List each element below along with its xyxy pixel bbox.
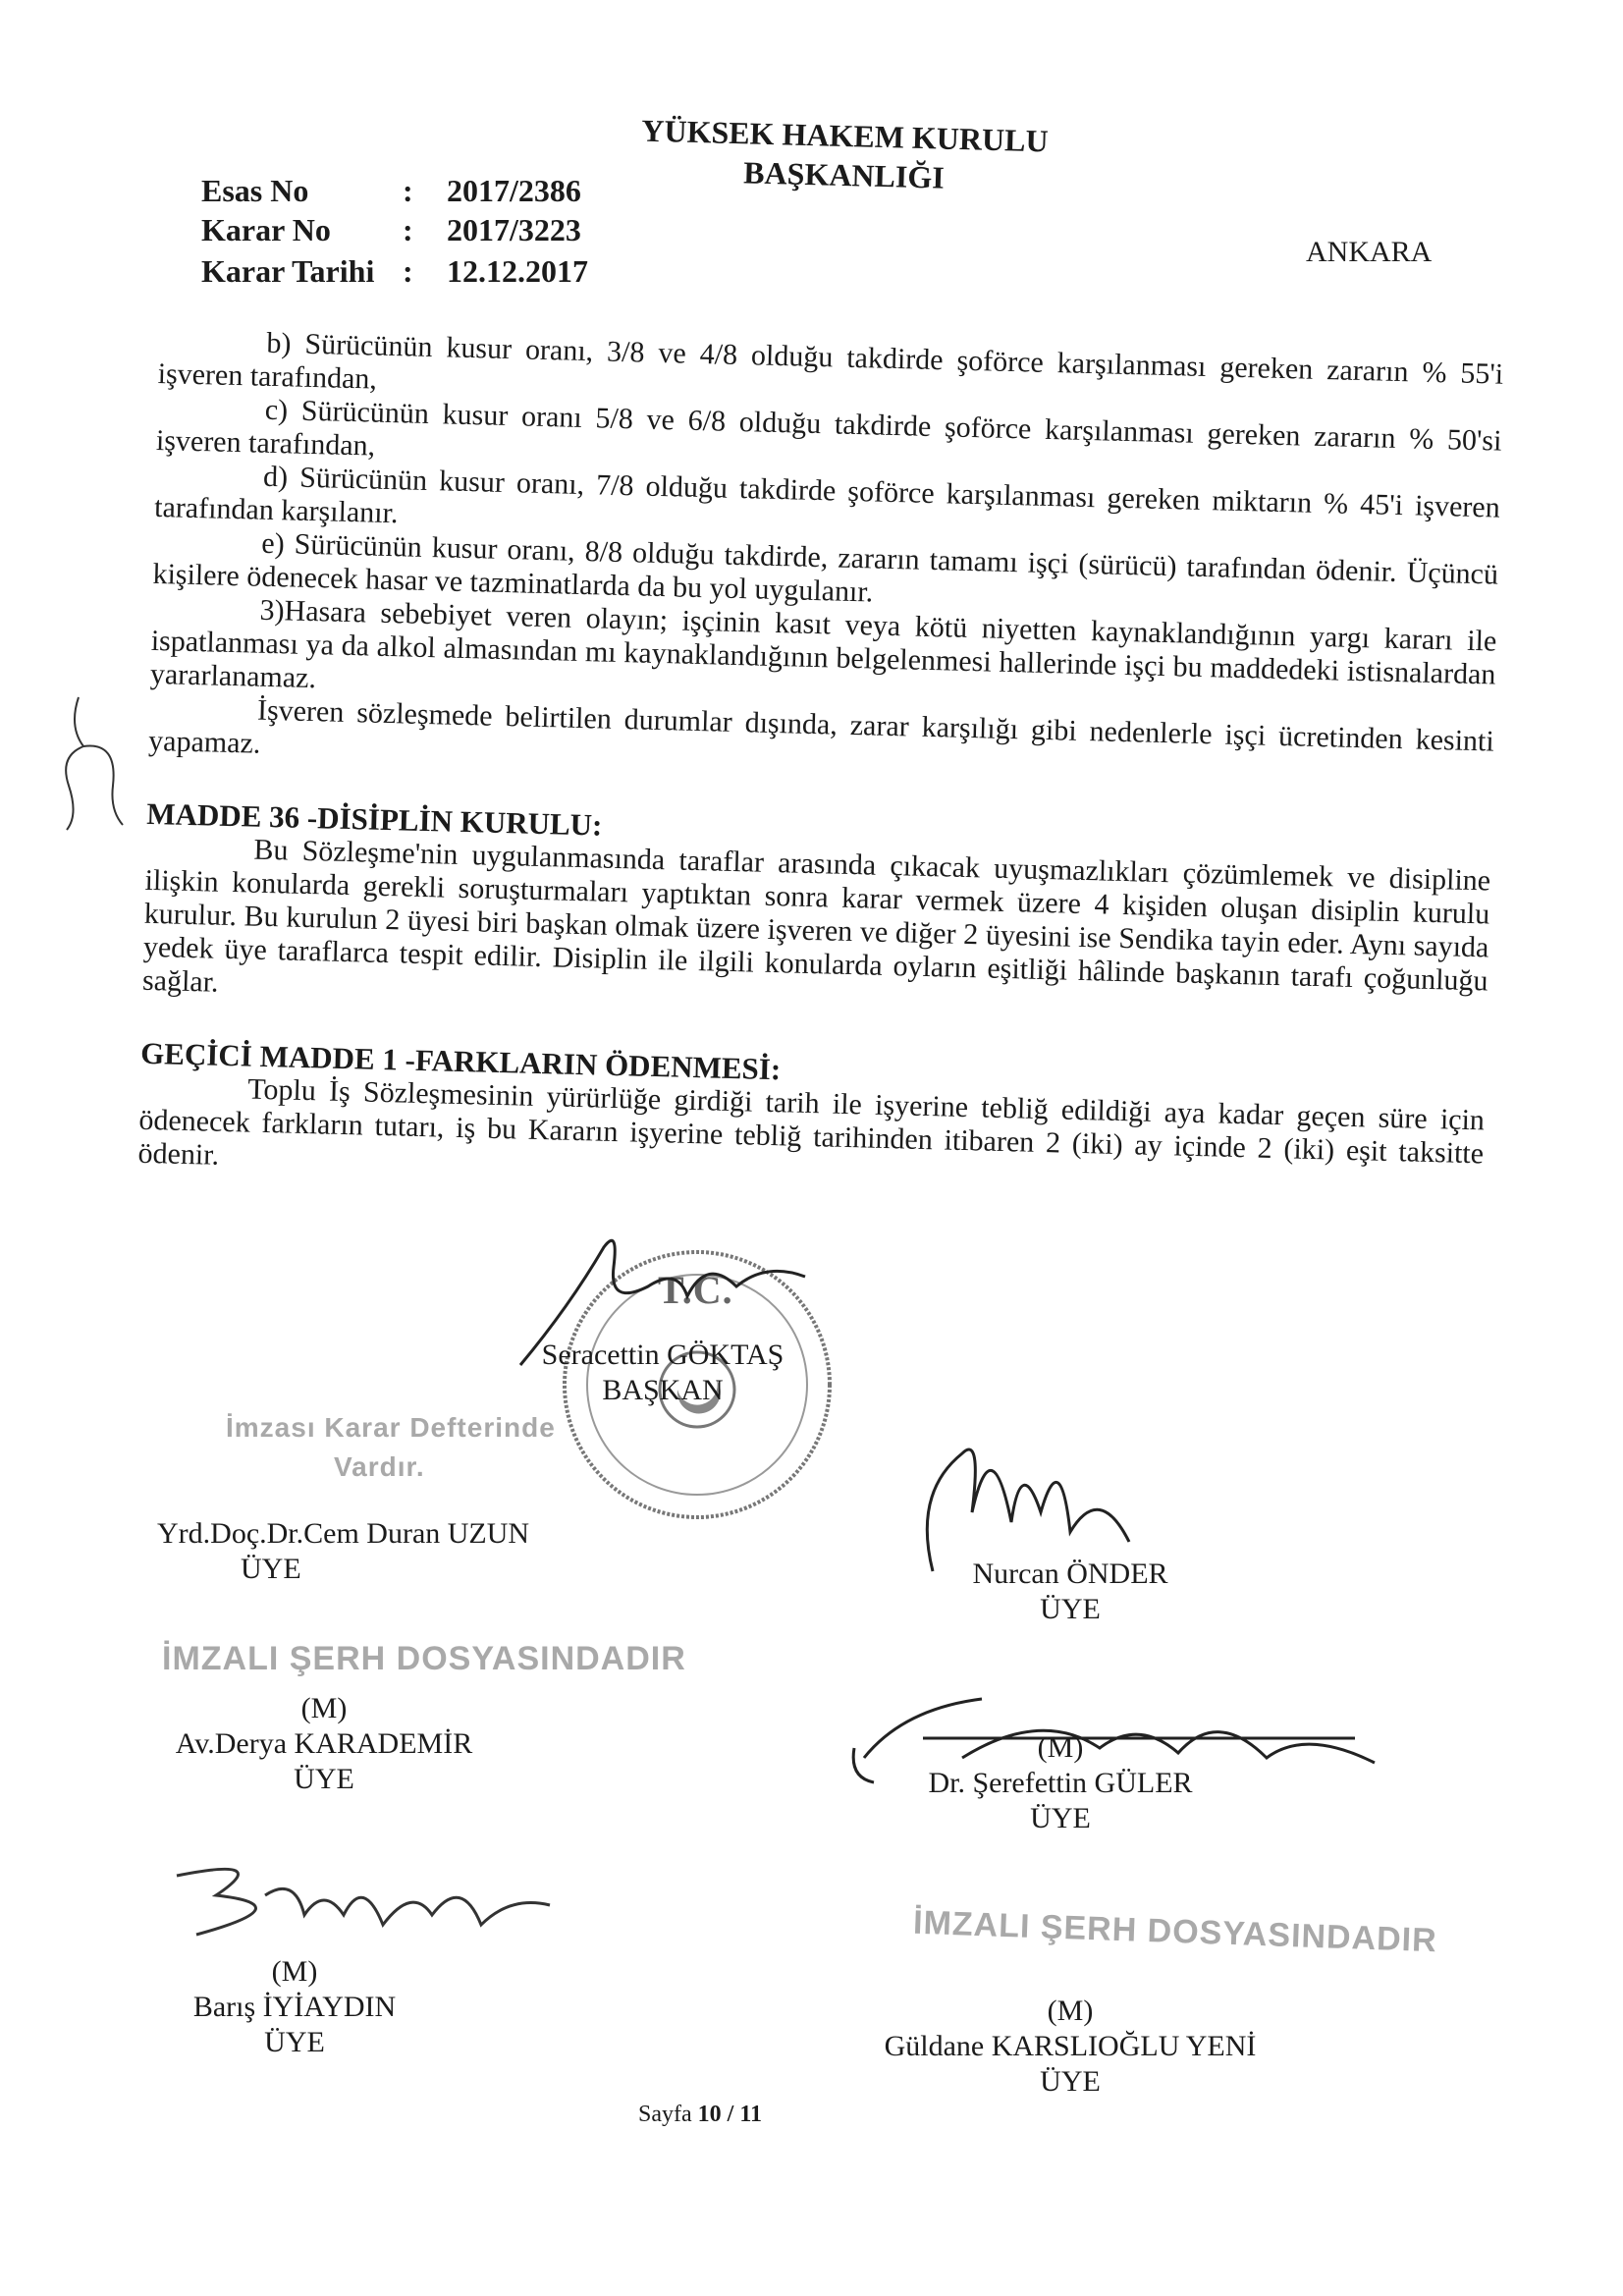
karar-no-row bbox=[201, 212, 581, 248]
karar-no-label: Karar No bbox=[201, 212, 331, 247]
esas-no-row bbox=[201, 173, 581, 209]
paragraph-3: 3)Hasara sebebiyet veren olayın; işçinin kasıt veya kötü niyetten kaynaklandığının yargı kararı ile ispatlanması ya da alkol almasından mı kaynaklandığının belgelenmesi hallerinde işçi bu maddedeki istisnalardan yararlanamaz. bbox=[149, 593, 1497, 695]
member-uzun-block bbox=[157, 1516, 589, 1587]
seal-top-text: T.C. bbox=[658, 1268, 733, 1312]
karar-no-value: 2017/3223 bbox=[447, 212, 581, 247]
serh-stamp-right: İMZALI ŞERH DOSYASINDADIR bbox=[912, 1903, 1438, 1960]
member-guler-block bbox=[884, 1730, 1237, 1836]
member-guler-role: ÜYE bbox=[1030, 1802, 1091, 1834]
member-yeni-block bbox=[844, 1994, 1296, 2100]
paragraph-isveren: İşveren sözleşmede belirtilen durumlar dışında, zarar karşılığı gibi nedenlerle işçi ücretinden kesinti yapamaz. bbox=[147, 693, 1495, 760]
page-number-label: Sayfa bbox=[638, 2102, 692, 2127]
document-header bbox=[568, 109, 1120, 202]
member-karademir-role: ÜYE bbox=[294, 1763, 354, 1795]
member-iyiaydin-mark: (M) bbox=[271, 1955, 318, 1988]
member-karademir-name: Av.Derya KARADEMİR bbox=[175, 1727, 473, 1760]
paragraph-b: b) Sürücünün kusur oranı, 3/8 ve 4/8 olduğu takdirde şoförce karşılanması gereken zararın % 55'i işveren tarafından, bbox=[157, 326, 1504, 396]
karar-defteri-stamp-line1: İmzası Karar Defterinde bbox=[226, 1412, 556, 1443]
member-karademir-block bbox=[147, 1691, 501, 1797]
karar-tarihi-separator: : bbox=[403, 253, 413, 289]
paragraph-e: e) Sürücünün kusur oranı, 8/8 olduğu takdirde, zararın tamamı işçi (sürücü) tarafından ödenir. Üçüncü kişilere ödenecek hasar ve tazminatlarda da bu yol uygulanır. bbox=[152, 526, 1499, 609]
member-iyiaydin-block bbox=[147, 1954, 442, 2060]
header-title-line2: BAŞKANLIĞI bbox=[742, 154, 946, 195]
karar-no-separator: : bbox=[403, 212, 413, 247]
city-label: ANKARA bbox=[1306, 236, 1433, 268]
member-iyiaydin-role: ÜYE bbox=[264, 2026, 325, 2058]
member-iyiaydin-signature bbox=[157, 1836, 569, 1964]
karar-tarihi-row bbox=[201, 253, 588, 290]
serh-stamp-left: İMZALI ŞERH DOSYASINDADIR bbox=[162, 1640, 686, 1677]
member-guler-name: Dr. Şerefettin GÜLER bbox=[928, 1767, 1193, 1799]
president-block bbox=[501, 1338, 825, 1408]
karar-tarihi-value: 12.12.2017 bbox=[447, 253, 588, 289]
karar-tarihi-label: Karar Tarihi bbox=[201, 253, 375, 289]
karar-defteri-stamp-line2: Vardır. bbox=[334, 1451, 425, 1482]
esas-no-label: Esas No bbox=[201, 173, 309, 208]
margin-initial-mark bbox=[39, 687, 128, 835]
member-karademir-mark: (M) bbox=[300, 1692, 348, 1724]
paragraph-c: c) Sürücünün kusur oranı 5/8 ve 6/8 olduğu takdirde şoförce karşılanması gereken zararın % 50'si işveren tarafından, bbox=[155, 393, 1502, 463]
madde36-heading: MADDE 36 -DİSİPLİN KURULU: bbox=[145, 795, 603, 843]
member-guler-mark: (M) bbox=[1037, 1731, 1084, 1764]
president-role: BAŞKAN bbox=[602, 1374, 724, 1406]
member-uzun-role: ÜYE bbox=[241, 1553, 301, 1585]
member-yeni-mark: (M) bbox=[1047, 1995, 1094, 2027]
paragraph-d: d) Sürücünün kusur oranı, 7/8 olduğu takdirde şoförce karşılanması gereken miktarın % 45'i işveren tarafından karşılanır. bbox=[153, 460, 1501, 530]
document-body bbox=[137, 324, 1503, 1204]
page-number-value: 10 / 11 bbox=[697, 2102, 762, 2127]
member-uzun-name: Yrd.Doç.Dr.Cem Duran UZUN bbox=[157, 1517, 530, 1550]
page-number bbox=[638, 2102, 762, 2128]
member-onder-name: Nurcan ÖNDER bbox=[972, 1558, 1168, 1590]
member-onder-block bbox=[923, 1557, 1217, 1627]
header-title-line1: YÜKSEK HAKEM KURULU bbox=[640, 112, 1050, 159]
esas-no-separator: : bbox=[403, 173, 413, 208]
president-name: Seracettin GÖKTAŞ bbox=[541, 1339, 784, 1371]
member-onder-role: ÜYE bbox=[1040, 1593, 1101, 1625]
gecici-madde-text: Toplu İş Sözleşmesinin yürürlüğe girdiği tarih ile işyerine tebliğ edildiği aya kadar geçen süre için ödenecek farkların tutarı, iş bu Kararın işyerine tebliğ tarihinden itibaren 2 (iki) ay içinde 2 (iki) eşit taksitte ödenir. bbox=[137, 1072, 1486, 1172]
gecici-madde-heading: GEÇİCİ MADDE 1 -FARKLARIN ÖDENMESİ: bbox=[139, 1035, 782, 1087]
member-yeni-role: ÜYE bbox=[1040, 2065, 1101, 2098]
esas-no-value: 2017/2386 bbox=[447, 173, 581, 208]
member-yeni-name: Güldane KARSLIOĞLU YENİ bbox=[884, 2030, 1257, 2062]
madde36-text: Bu Sözleşme'nin uygulanmasında taraflar arasında çıkacak uyuşmazlıkları çözümlemek ve disipline ilişkin konularda gerekli soruşturmaları yaptıktan sonra karar vermek üzere 4 kişiden oluşan disiplin kurulu kurulur. Bu kurulun 2 üyesi biri başkan olmak üzere işveren ve diğer 2 üyesini ise Sendika tayin eder. Aynı sayıda yedek üye taraflarca tespit edilir. Disiplin ile ilgili konularda oyların eşitliği hâlinde başkanın tarafı çoğunluğu sağlar. bbox=[141, 833, 1491, 999]
member-iyiaydin-name: Barış İYİAYDIN bbox=[192, 1991, 397, 2023]
